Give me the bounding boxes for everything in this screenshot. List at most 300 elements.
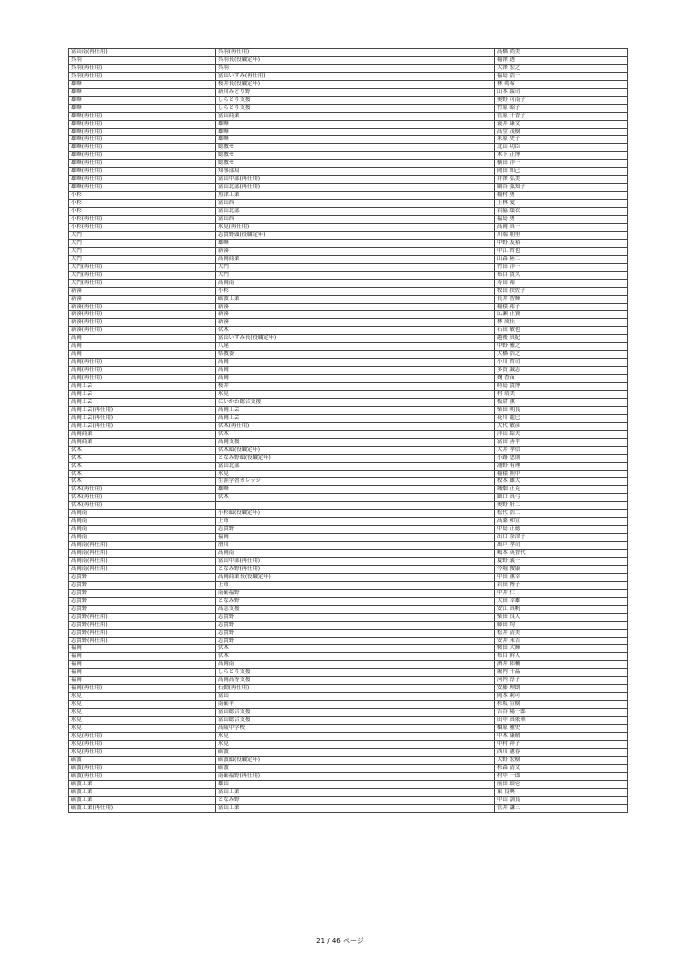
table-row — [69, 653, 628, 661]
previous-school-cell: 志貴野(再任用) — [69, 637, 216, 645]
table-row — [69, 534, 628, 542]
new-school-cell: 富山北部(再任用) — [216, 184, 495, 192]
page-number-label: 21 / 46 ページ — [316, 937, 364, 945]
new-school-cell: 富山西 — [216, 200, 495, 208]
previous-school-cell: 高岡 — [69, 335, 216, 343]
person-name-cell: 萬戸 孝司 — [495, 542, 628, 550]
table-row — [69, 748, 628, 756]
previous-school-cell: 氷見 — [69, 693, 216, 701]
previous-school-cell: 大門(再任用) — [69, 271, 216, 279]
new-school-cell: 石動(再任用) — [216, 685, 495, 693]
table-row — [69, 239, 628, 247]
table-row — [69, 271, 628, 279]
new-school-cell: 伏木 — [216, 645, 495, 653]
table-row — [69, 677, 628, 685]
person-name-cell: 松井 清美 — [495, 629, 628, 637]
table-row — [69, 255, 628, 263]
previous-school-cell: 呉羽(再任用) — [69, 72, 216, 80]
previous-school-cell: 新湊(再任用) — [69, 327, 216, 335]
table-row — [69, 709, 628, 717]
previous-school-cell: 志貴野 — [69, 605, 216, 613]
person-name-cell: 横田 洋一 — [495, 160, 628, 168]
table-row — [69, 104, 628, 112]
table-row — [69, 184, 628, 192]
previous-school-cell: 高岡 — [69, 351, 216, 359]
person-name-cell: 大井 孝信 — [495, 446, 628, 454]
new-school-cell: 上市 — [216, 518, 495, 526]
previous-school-cell: 高岡南 — [69, 518, 216, 526]
table-row — [69, 685, 628, 693]
new-school-cell: にいかわ総合支援 — [216, 398, 495, 406]
table-row — [69, 383, 628, 391]
person-name-cell: 中田 薫幸 — [495, 573, 628, 581]
previous-school-cell: 高岡商業 — [69, 430, 216, 438]
table-row — [69, 796, 628, 804]
new-school-cell: 富山いずみ(再任用) — [216, 72, 495, 80]
person-name-cell: 稲積 祐子 — [495, 303, 628, 311]
previous-school-cell: 呉羽 — [69, 56, 216, 64]
new-school-cell: 八尾 — [216, 343, 495, 351]
new-school-cell: 南砺平 — [216, 701, 495, 709]
new-school-cell: 氷見 — [216, 732, 495, 740]
table-row — [69, 701, 628, 709]
table-row — [69, 49, 628, 57]
previous-school-cell: 伏木 — [69, 462, 216, 470]
person-name-cell: 高堂 茂樹 — [495, 128, 628, 136]
new-school-cell: 高岡工芸 — [216, 406, 495, 414]
table-row — [69, 430, 628, 438]
new-school-cell: 高岡商業長(役職定年) — [216, 573, 495, 581]
table-row — [69, 605, 628, 613]
person-name-cell: 石田 敏也 — [495, 327, 628, 335]
new-school-cell: 氷見 — [216, 740, 495, 748]
table-row — [69, 311, 628, 319]
person-name-cell: 大澤 宏之 — [495, 64, 628, 72]
previous-school-cell: 志貴野(再任用) — [69, 629, 216, 637]
table-row — [69, 128, 628, 136]
table-row — [69, 558, 628, 566]
table-row — [69, 398, 628, 406]
new-school-cell: 雄山 — [216, 780, 495, 788]
table-row — [69, 454, 628, 462]
new-school-cell: 福岡 — [216, 534, 495, 542]
person-name-cell: 布目 貴久 — [495, 271, 628, 279]
table-row — [69, 621, 628, 629]
table-row — [69, 494, 628, 502]
table-row — [69, 168, 628, 176]
previous-school-cell: 高岡(再任用) — [69, 359, 216, 367]
person-name-cell: 木下 正博 — [495, 152, 628, 160]
person-name-cell: 富田 善平 — [495, 438, 628, 446]
person-name-cell: 高橋 尚美 — [495, 49, 628, 57]
previous-school-cell: 小杉 — [69, 192, 216, 200]
person-name-cell: 出口 奈津子 — [495, 534, 628, 542]
person-name-cell: 花川 龍巳 — [495, 414, 628, 422]
person-name-cell: 河内 淳子 — [495, 677, 628, 685]
person-name-cell: 奥野 可南子 — [495, 96, 628, 104]
person-name-cell: 福島 浩一 — [495, 72, 628, 80]
person-name-cell: 中江 哲也 — [495, 247, 628, 255]
table-row — [69, 542, 628, 550]
previous-school-cell: 呉羽(再任用) — [69, 64, 216, 72]
table-row — [69, 669, 628, 677]
previous-school-cell: 大門 — [69, 239, 216, 247]
table-row — [69, 223, 628, 231]
new-school-cell: 上市 — [216, 581, 495, 589]
new-school-cell: 高岡南 — [216, 550, 495, 558]
table-row — [69, 422, 628, 430]
new-school-cell: 呉羽 — [216, 64, 495, 72]
person-name-cell: 福島 勇 — [495, 216, 628, 224]
table-row — [69, 303, 628, 311]
new-school-cell: 新湊 — [216, 303, 495, 311]
person-name-cell: 竹田 洋一 — [495, 263, 628, 271]
table-row — [69, 295, 628, 303]
new-school-cell: 志貴野頭(役職定年) — [216, 231, 495, 239]
person-name-cell: 酒井 佑輔 — [495, 661, 628, 669]
previous-school-cell: 高岡(再任用) — [69, 375, 216, 383]
new-school-cell: 伏木 — [216, 494, 495, 502]
previous-school-cell: 新湊(再任用) — [69, 303, 216, 311]
person-name-cell: 林 眞希 — [495, 80, 628, 88]
person-name-cell: 松代 浩二 — [495, 510, 628, 518]
previous-school-cell: 雄峰(再任用) — [69, 144, 216, 152]
previous-school-cell: 高岡工芸(再任用) — [69, 422, 216, 430]
previous-school-cell: 富山南(再任用) — [69, 49, 216, 57]
table-row — [69, 589, 628, 597]
previous-school-cell: 志貴野 — [69, 573, 216, 581]
person-name-cell: 麹 香苗 — [495, 375, 628, 383]
new-school-cell: 雄峰 — [216, 120, 495, 128]
table-row — [69, 732, 628, 740]
new-school-cell: 高岡商業 — [216, 255, 495, 263]
previous-school-cell: 砺波(再任用) — [69, 772, 216, 780]
previous-school-cell: 高岡工芸(再任用) — [69, 406, 216, 414]
person-name-cell: 菅井 謙三 — [495, 804, 628, 812]
table-row — [69, 192, 628, 200]
table-row — [69, 72, 628, 80]
new-school-cell: 呉羽長(役職定年) — [216, 56, 495, 64]
new-school-cell: 氷見(再任用) — [216, 223, 495, 231]
person-name-cell: 岩田 博子 — [495, 581, 628, 589]
previous-school-cell: 小杉 — [69, 208, 216, 216]
table-row — [69, 160, 628, 168]
new-school-cell: 高岡高等支援 — [216, 677, 495, 685]
person-name-cell: 城畑 正克 — [495, 486, 628, 494]
person-name-cell: 中野 友裕 — [495, 239, 628, 247]
previous-school-cell: 伏木 — [69, 470, 216, 478]
person-name-cell: 山本 綾司 — [495, 88, 628, 96]
table-row — [69, 216, 628, 224]
previous-school-cell: 福岡(再任用) — [69, 685, 216, 693]
person-name-cell: 小川 哲司 — [495, 359, 628, 367]
person-name-cell: 多賀 誠志 — [495, 367, 628, 375]
person-name-cell: 吉谷 陽一郎 — [495, 709, 628, 717]
person-name-cell: 牧田 扶佐子 — [495, 287, 628, 295]
table-row — [69, 327, 628, 335]
person-name-cell: 村中 一郎 — [495, 772, 628, 780]
previous-school-cell: 大門 — [69, 247, 216, 255]
previous-school-cell: 高岡工芸 — [69, 383, 216, 391]
person-name-cell: 中島 正徳 — [495, 526, 628, 534]
table-row — [69, 629, 628, 637]
new-school-cell: 雄峰 — [216, 136, 495, 144]
previous-school-cell: 高岡工芸 — [69, 398, 216, 406]
new-school-cell: 南砺福野 — [216, 589, 495, 597]
person-name-cell: 上林 愛 — [495, 200, 628, 208]
new-school-cell: 桜井 — [216, 383, 495, 391]
previous-school-cell: 砺波工業 — [69, 796, 216, 804]
personnel-transfer-table — [68, 48, 628, 813]
table-row — [69, 88, 628, 96]
page-footer — [0, 936, 680, 946]
person-name-cell: 藤田 均 — [495, 621, 628, 629]
table-row — [69, 518, 628, 526]
new-school-cell: しらとり支援 — [216, 669, 495, 677]
new-school-cell: 南砺福野(再任用) — [216, 772, 495, 780]
table-row — [69, 550, 628, 558]
new-school-cell: となみ野頭(役職定年) — [216, 454, 495, 462]
new-school-cell: 高岡南 — [216, 661, 495, 669]
table-row — [69, 96, 628, 104]
new-school-cell: 雄峰 — [216, 486, 495, 494]
person-name-cell: 細口 真弓 — [495, 494, 628, 502]
previous-school-cell: 高岡南 — [69, 534, 216, 542]
person-name-cell: 米原 史子 — [495, 136, 628, 144]
previous-school-cell: 伏木(再任用) — [69, 494, 216, 502]
new-school-cell: 伏木 — [216, 430, 495, 438]
previous-school-cell: 雄峰(再任用) — [69, 128, 216, 136]
table-row — [69, 231, 628, 239]
person-name-cell: 菅原 千香子 — [495, 112, 628, 120]
person-name-cell: 堀内 千晶 — [495, 669, 628, 677]
new-school-cell: しらとり支援 — [216, 96, 495, 104]
table-row — [69, 725, 628, 733]
new-school-cell: 生涯学習カレッジ — [216, 478, 495, 486]
person-name-cell: 杉森 清文 — [495, 764, 628, 772]
person-name-cell: 岡田 知己 — [495, 168, 628, 176]
table-row — [69, 247, 628, 255]
previous-school-cell: 新湊(再任用) — [69, 311, 216, 319]
person-name-cell: 今堀 俊康 — [495, 565, 628, 573]
new-school-cell: 氷見 — [216, 390, 495, 398]
table-row — [69, 56, 628, 64]
previous-school-cell: 高岡 — [69, 343, 216, 351]
previous-school-cell: 新湊(再任用) — [69, 319, 216, 327]
new-school-cell: 高岡 — [216, 359, 495, 367]
person-name-cell: 中山 訓良 — [495, 796, 628, 804]
person-name-cell: 林 成佳 — [495, 319, 628, 327]
new-school-cell: 伏木 — [216, 653, 495, 661]
table-row — [69, 375, 628, 383]
person-name-cell: 柴田 明良 — [495, 406, 628, 414]
table-body — [69, 49, 628, 813]
person-name-cell: 東 良典 — [495, 788, 628, 796]
new-school-cell: 高陵中学校 — [216, 725, 495, 733]
previous-school-cell: 氷見 — [69, 725, 216, 733]
new-school-cell: 桜井長(役職定年) — [216, 80, 495, 88]
previous-school-cell: 氷見(再任用) — [69, 740, 216, 748]
table-row — [69, 343, 628, 351]
table-row — [69, 279, 628, 287]
previous-school-cell: 雄峰 — [69, 88, 216, 96]
table-row — [69, 144, 628, 152]
previous-school-cell: 雄峰(再任用) — [69, 168, 216, 176]
new-school-cell: 富山北部 — [216, 462, 495, 470]
previous-school-cell: 雄峰 — [69, 104, 216, 112]
person-name-cell: 柴田 良人 — [495, 613, 628, 621]
previous-school-cell: 志貴野 — [69, 597, 216, 605]
table-row — [69, 756, 628, 764]
new-school-cell: 高岡南 — [216, 279, 495, 287]
table-row — [69, 470, 628, 478]
table-row — [69, 597, 628, 605]
new-school-cell: 高岡工芸 — [216, 414, 495, 422]
previous-school-cell: 高岡商業 — [69, 438, 216, 446]
previous-school-cell: 氷見 — [69, 717, 216, 725]
table-row — [69, 510, 628, 518]
new-school-cell: 高志支援 — [216, 605, 495, 613]
previous-school-cell: 雄峰 — [69, 96, 216, 104]
previous-school-cell: 新湊 — [69, 287, 216, 295]
new-school-cell: 高岡 — [216, 375, 495, 383]
table-row — [69, 335, 628, 343]
person-name-cell: 洋山 紹夫 — [495, 430, 628, 438]
new-school-cell: 総教セ — [216, 152, 495, 160]
person-name-cell: 安井 末吉 — [495, 637, 628, 645]
table-row — [69, 772, 628, 780]
table-row — [69, 359, 628, 367]
previous-school-cell: 福岡 — [69, 645, 216, 653]
previous-school-cell: 雄峰(再任用) — [69, 184, 216, 192]
person-name-cell: 井澤 弘美 — [495, 176, 628, 184]
new-school-cell: 富山いずみ長(役職定年) — [216, 335, 495, 343]
new-school-cell: 志貴野 — [216, 613, 495, 621]
new-school-cell: 富山北部 — [216, 208, 495, 216]
table-row — [69, 80, 628, 88]
previous-school-cell: 新湊 — [69, 295, 216, 303]
person-name-cell: 越後 真紀 — [495, 335, 628, 343]
table-row — [69, 637, 628, 645]
previous-school-cell: 高岡南 — [69, 510, 216, 518]
person-name-cell: 大代 敏彦 — [495, 422, 628, 430]
new-school-cell: 新川みどり野 — [216, 88, 495, 96]
person-name-cell: 浦野 有理 — [495, 462, 628, 470]
new-school-cell: 砺波頭(役職定年) — [216, 756, 495, 764]
new-school-cell: 小杉 — [216, 287, 495, 295]
previous-school-cell: 氷見 — [69, 701, 216, 709]
person-name-cell: 高桑 和宣 — [495, 518, 628, 526]
table-row — [69, 152, 628, 160]
new-school-cell: 砺波 — [216, 764, 495, 772]
new-school-cell: 志貴野 — [216, 629, 495, 637]
table-row — [69, 390, 628, 398]
table-row — [69, 788, 628, 796]
previous-school-cell: 福岡 — [69, 669, 216, 677]
previous-school-cell: 福岡 — [69, 661, 216, 669]
person-name-cell: 布目 幹人 — [495, 653, 628, 661]
new-school-cell: 高岡 — [216, 367, 495, 375]
new-school-cell: 砺波工業 — [216, 295, 495, 303]
table-row — [69, 414, 628, 422]
previous-school-cell: 伏木 — [69, 454, 216, 462]
new-school-cell: 志貴野 — [216, 637, 495, 645]
person-name-cell: 夏野 義一 — [495, 558, 628, 566]
new-school-cell: 伏木頭(役職定年) — [216, 446, 495, 454]
new-school-cell: 富山 — [216, 693, 495, 701]
previous-school-cell: 砺波工業 — [69, 788, 216, 796]
previous-school-cell: 砺波(再任用) — [69, 764, 216, 772]
person-name-cell: 時島 貴博 — [495, 383, 628, 391]
person-name-cell: 安江 真帆 — [495, 605, 628, 613]
person-name-cell: 稲澤 透 — [495, 56, 628, 64]
table-row — [69, 112, 628, 120]
previous-school-cell: 雄峰(再任用) — [69, 112, 216, 120]
person-name-cell: 大橋 浩之 — [495, 351, 628, 359]
previous-school-cell: 氷見(再任用) — [69, 732, 216, 740]
person-name-cell: 奥野 肝二 — [495, 502, 628, 510]
new-school-cell: 富山中部(再任用) — [216, 558, 495, 566]
table-row — [69, 573, 628, 581]
previous-school-cell: 雄峰(再任用) — [69, 136, 216, 144]
table-row — [69, 208, 628, 216]
new-school-cell: となみ野 — [216, 597, 495, 605]
new-school-cell: 雄峰 — [216, 239, 495, 247]
new-school-cell: しらとり支援 — [216, 104, 495, 112]
new-school-cell: 小杉頭(役職定年) — [216, 510, 495, 518]
person-name-cell: 大田 幸雄 — [495, 597, 628, 605]
table-row — [69, 406, 628, 414]
person-name-cell: 杉坂 宣樹 — [495, 701, 628, 709]
new-school-cell: 総教セ — [216, 160, 495, 168]
new-school-cell: 富山工業 — [216, 804, 495, 812]
previous-school-cell: 伏木 — [69, 446, 216, 454]
person-name-cell: 嶋本 英智代 — [495, 550, 628, 558]
table-row — [69, 438, 628, 446]
previous-school-cell: 大門(再任用) — [69, 263, 216, 271]
new-school-cell: 滑川 — [216, 542, 495, 550]
new-school-cell: となみ野(再任用) — [216, 565, 495, 573]
new-school-cell: 大門 — [216, 271, 495, 279]
table-row — [69, 367, 628, 375]
table-row — [69, 581, 628, 589]
person-name-cell: 蓑井 康文 — [495, 120, 628, 128]
person-name-cell: 小路 忠則 — [495, 454, 628, 462]
new-school-cell: 新湊 — [216, 247, 495, 255]
new-school-cell: 志貴野 — [216, 621, 495, 629]
person-name-cell: 西川 憲春 — [495, 748, 628, 756]
previous-school-cell: 小杉(再任用) — [69, 223, 216, 231]
previous-school-cell: 高岡(再任用) — [69, 367, 216, 375]
new-school-cell: 氷見 — [216, 470, 495, 478]
new-school-cell: 総教セ — [216, 144, 495, 152]
table-row — [69, 717, 628, 725]
new-school-cell — [216, 502, 495, 510]
previous-school-cell: 高岡南(再任用) — [69, 550, 216, 558]
table-row — [69, 693, 628, 701]
previous-school-cell: 砺波 — [69, 756, 216, 764]
person-name-cell: 川端 朋里 — [495, 231, 628, 239]
person-name-cell: 中木 康晴 — [495, 732, 628, 740]
previous-school-cell: 雄峰 — [69, 80, 216, 88]
table-row — [69, 613, 628, 621]
new-school-cell: 富山総合支援 — [216, 717, 495, 725]
person-name-cell: 岩脇 頌衣 — [495, 208, 628, 216]
new-school-cell: 高岡支援 — [216, 438, 495, 446]
previous-school-cell: 雄峰(再任用) — [69, 176, 216, 184]
new-school-cell: 伏木 — [216, 327, 495, 335]
table-row — [69, 804, 628, 812]
